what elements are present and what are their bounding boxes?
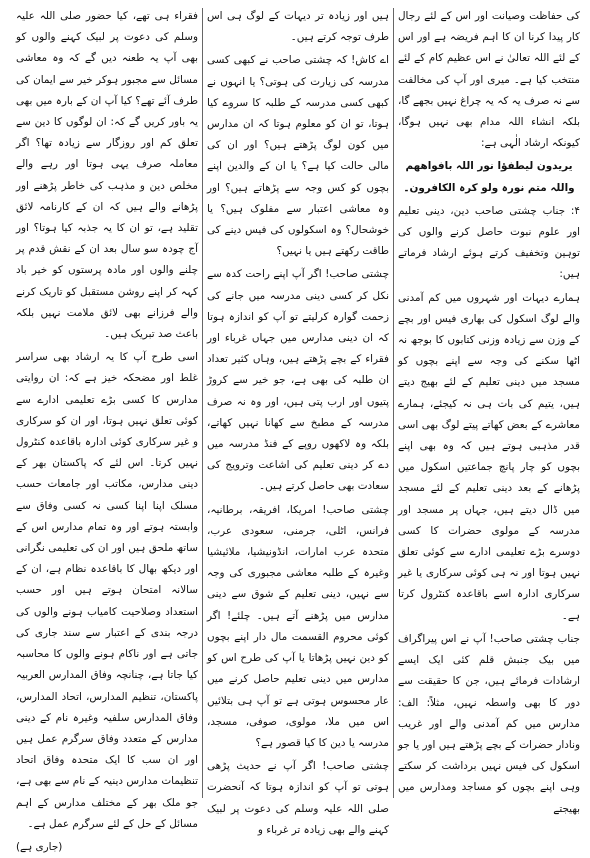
paragraph: اسی طرح آپ کا یہ ارشاد بھی سراسر غلط اور مضحکہ خیز ہے کہ: ان روایتی مدارس کا کسی بڑے تعلیمی ادارے سے کوئی تعلق نہیں ہوتا، اور ان کو سرکاری و غیر سرکاری کوئی ادارہ باقاعدہ کنٹرول نہیں کرتا۔ اس لئے کہ پاکستان بھر کے دینی مدارس، مکاتب اور جامعات حسب مسلک اپنا اپنا کسی نہ کسی وفاق سے وابستہ ہوتے اور وہ تمام مدارس اس کے ساتھ ملحق ہیں اور ان کی تعلیمی نگرانی اور دیکھ بھال کا باقاعدہ نظام ہے، ان کے سالانہ امتحان ہوتے ہیں اور حسب استعداد وصلاحیت کامیاب ہونے والوں کی درجہ بندی کے اعتبار سے سند جاری کی جاتی ہے اور ناکام ہونے والوں کا محاسبہ کیا جاتا ہے، چنانچہ وفاق المدارس العربیہ پاکستان، تنظیم المدارس، اتحاد المدارس، وفاق المدارس سلفیہ وغیرہ نام کے دینی مدارس کے متعدد وفاق سرگرم عمل ہیں اور ان سب کا ایک متحدہ وفاق اتحاد تنظیمات مدارس دینیہ کے نام سے بھی ہے، جو ملک بھر کے مختلف مدارس کے اہم مسائل کے حل کے لئے سرگرم عمل ہے۔ — [16, 351, 198, 830]
paragraph: فقراء ہی تھے، کیا حضور صلی اللہ علیہ وسلم کی دعوت پر لبیک کہنے والوں کو بھی آپ یہ طعنہ دیں گے کہ وہ معاشی مسائل سے مجبور ہوکر خیر سے ایمان کی طرف آئے تھے؟ کیا آپ ان کے بارہ میں بھی یہ باور کریں گے کہ: ان لوگوں کا دین سے تعلق کم اور روزگار سے زیادہ تھا؟ اگر معاملہ صرف یہی ہوتا اور رہے والے مخلص دین و مذہب کی خاطر پڑھنے اور پڑھانے والے ہیں کہ ان کے کارنامہ لائق تقلید ہے، تو ان کا یہ جذبہ کیا ہوتا؟ اور آج چودہ سو سال بعد ان کے نقش قدم پر چلنے والوں اور مادہ پرستوں کو خیر باد کہہ کر اپنے روشن مستقبل کو تاریک کرنے والے فرزانے بھی لائق ملامت نہیں بلکہ باعث صد تبریک ہیں۔ — [16, 10, 198, 341]
paragraph: چشتی صاحب! اگر آپ نے حدیث پڑھی ہوتی تو آپ کو اندازہ ہوتا کہ آنحضرت صلی اللہ علیہ وسلم کی دعوت پر لبیک کہنے والے بھی زیادہ تر غرباء و — [207, 760, 389, 836]
paragraph: جناب چشتی صاحب! آپ نے اس پیراگراف میں بیک جنبش قلم کئی ایک ایسے ارشادات فرمائے ہیں، جن کا حقیقت سے دور کا بھی واسطہ نہیں، مثلاً: الف: مدارس میں کم آمدنی والے اور غریب ونادار حضرات کے بچے پڑھتے ہیں اور یا جو اسکول کی فیس نہیں برداشت کر سکتے وہی اپنے بچوں کو مساجد ومدارس میں بھیجتے — [398, 632, 580, 815]
paragraph: چشتی صاحب! اگر آپ اپنے راحت کدہ سے نکل کر کسی دینی مدرسہ میں جانے کی زحمت گوارہ کرلیتے تو آپ کو اندازہ ہوتا کہ ان دینی مدارس میں جہاں غرباء اور فقراء کے بچے پڑھتے ہیں، وہاں کثیر تعداد ان طلبہ کی بھی ہے، جو خیر سے کروڑ پتیوں اور ارب پتی ہیں، اور وہ نہ صرف مدرسہ کے مطبخ سے کھانا نہیں کھاتے، بلکہ وہ لاکھوں روپے کے فنڈ مدرسہ میں دے کر دینی تعلیم کی اشاعت وترویج کی سعادت بھی حاصل کرتے ہیں۔ — [207, 268, 389, 493]
column-right — [394, 6, 584, 815]
paragraph: ۴: جناب چشتی صاحب دین، دینی تعلیم اور علوم نبوت حاصل کرنے والوں کی توہین وتخفیف کرتے ہوئے ارشاد فرماتے ہیں: — [398, 204, 580, 281]
paragraph: ہیں اور زیادہ تر دیہات کے لوگ ہی اس طرف توجہ کرتے ہیں۔ — [207, 10, 389, 44]
quranic-verse: یریدون لیطفؤا نور اللہ بافواھھم واللہ متم نورہ ولو کرہ الکافرون۔ — [403, 160, 575, 194]
quoted-paragraph: ہمارے دیہات اور شہروں میں کم آمدنی والے لوگ اسکول کی بھاری فیس اور بچے کے وزن سے زیادہ وزنی کتابوں کا بوجھ نہ اٹھا سکنے کی وجہ سے اپنے بچوں کو مسجد میں دینی تعلیم کے لئے بھیج دیتے ہیں، یتیم کی بات ہی نہ کیجئے، ہمارے معاشرے کے بعض کھاتے پیتے لوگ بھی اسی قدر مذہبی ہوتے ہیں کہ وہ بھی اپنے بچوں کو چار پانچ جماعتیں اسکول میں پڑھانے کے بعد دینی تعلیم کے لئے مسجد میں ڈال دیتے ہیں، جہاں پر مسجد اور مدرسہ کے مولوی حضرات کا کسی دوسرے بڑے تعلیمی ادارے سے کوئی تعلق نہیں ہوتا اور نہ ہی کوئی سرکاری یا غیر سرکاری ادارہ اسے باقاعدہ کنٹرول کرتا ہے۔ — [398, 291, 580, 622]
paragraph: اے کاش! کہ چشتی صاحب نے کبھی کسی مدرسہ کی زیارت کی ہوتی؟ یا انہوں نے کبھی کسی مدرسہ کے طلبہ کا سروے کیا ہوتا، تو ان کو معلوم ہوتا کہ ان مدارس میں کون لوگ پڑھتے ہیں؟ اور ان کی مالی حالت کیا ہے؟ یا ان کے والدین اپنے بچوں کو کس وجہ سے پڑھاتے ہیں؟ اور وہ معاشی اعتبار سے مفلوک ہیں؟ یا خوشحال؟ وہ اسکولوں کی فیس دینے کی طاقت رکھتے ہیں یا نہیں؟ — [207, 54, 389, 258]
paragraph: کی حفاظت وصیانت اور اس کے لئے رجال کار پیدا کرنا ان کا اہم فریضہ ہے اور اس کے لئے اللہ تعالیٰ نے اس عظیم کام کے لئے منتخب کیا ہے۔ میری اور آپ کی مخالفت سے نہ صرف یہ کہ یہ چراغ نہیں بجھے گا، بلکہ انشاء اللہ مدام بھی نہیں ہوگا، کیونکہ ارشاد الٰہی ہے: — [398, 10, 580, 150]
column-left — [12, 6, 202, 853]
continued-label: (جاری ہے) — [16, 840, 63, 853]
paragraph: چشتی صاحب! امریکا، افریقہ، برطانیہ، فرانس، اٹلی، جرمنی، سعودی عرب، متحدہ عرب امارات، انڈونیشیا، ملائیشیا وغیرہ کے طلبہ معاشی مجبوری کی وجہ سے نہیں، دینی تعلیم کے شوق سے دینی مدارس میں پڑھنے آتے ہیں۔ چلئے! اگر کوئی محروم القسمت مال دار اپنے بچوں کو دین نہیں پڑھاتا یا آپ کی طرح اس کو مدارس میں دینی تعلیم حاصل کرنے میں عار محسوس ہوتی ہے تو آپ ہی بتلائیں اس میں ملا، مولوی، صوفی، مسجد، مدرسہ یا دین کا کیا قصور ہے؟ — [207, 503, 389, 749]
column-middle — [203, 6, 393, 836]
